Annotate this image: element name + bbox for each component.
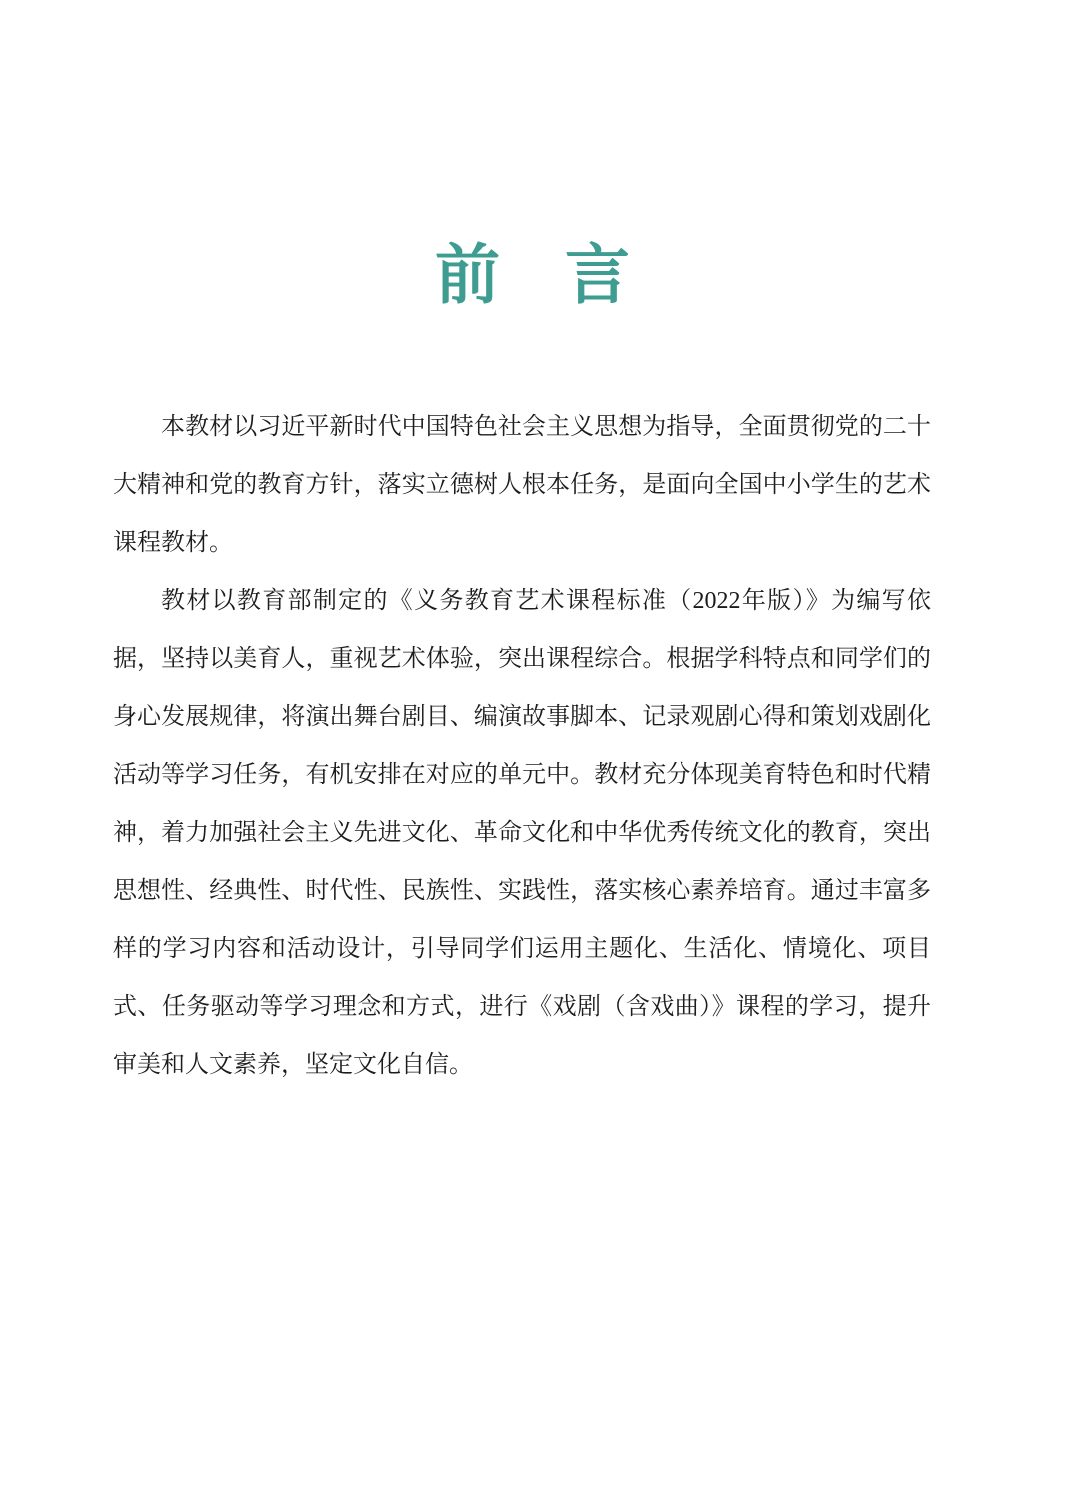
paragraph-intro: 本教材以习近平新时代中国特色社会主义思想为指导，全面贯彻党的二十大精神和党的教育方针，落实立德树人根本任务，是面向全国中小学生的艺术课程教材。: [113, 414, 931, 556]
page-title: 前 言: [434, 240, 630, 312]
paragraph-curriculum: 教材以教育部制定的《义务教育艺术课程标准（2022年版）》为编写依据，坚持以美育人，重视艺术体验，突出课程综合。根据学科特点和同学们的身心发展规律，将演出舞台剧目、编演故事脚本、记录观剧心得和策划戏剧化活动等学习任务，有机安排在对应的单元中。教材充分体现美育特色和时代精神，着力加强社会主义先进文化、革命文化和中华优秀传统文化的教育，突出思想性、经典性、时代性、民族性、实践性，落实核心素养培育。通过丰富多样的学习内容和活动设计，引导同学们运用主题化、生活化、情境化、项目式、任务驱动等学习理念和方式，进行《戏剧（含戏曲）》课程的学习，提升审美和人文素养，坚定文化自信。: [113, 588, 931, 1078]
preface-body: [113, 398, 931, 1094]
